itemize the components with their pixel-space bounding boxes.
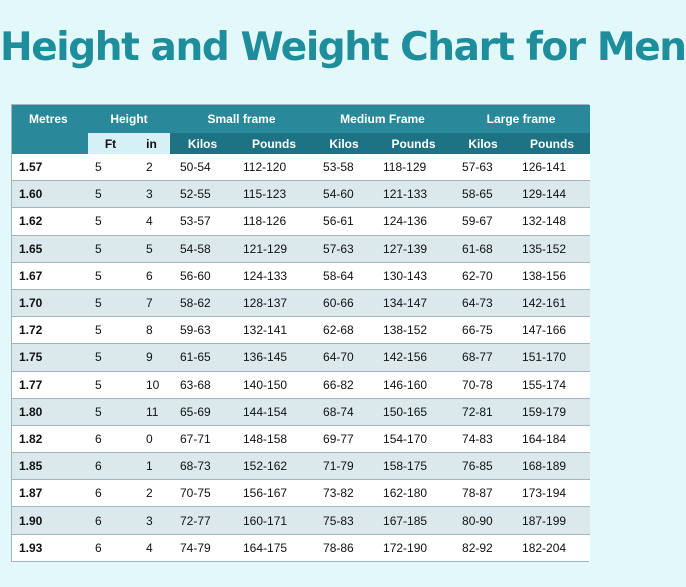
cell-medium-kilos: 66-82 bbox=[313, 371, 375, 398]
cell-medium-pounds: 142-156 bbox=[375, 344, 452, 371]
header-small-kilos: Kilos bbox=[170, 133, 235, 154]
cell-ft: 5 bbox=[88, 344, 133, 371]
table-row bbox=[12, 289, 590, 316]
cell-small-pounds: 136-145 bbox=[235, 344, 313, 371]
cell-metres: 1.87 bbox=[12, 480, 88, 507]
cell-large-pounds: 173-194 bbox=[514, 480, 590, 507]
cell-medium-pounds: 121-133 bbox=[375, 181, 452, 208]
cell-ft: 6 bbox=[88, 480, 133, 507]
cell-ft: 6 bbox=[88, 425, 133, 452]
cell-ft: 5 bbox=[88, 289, 133, 316]
cell-medium-kilos: 75-83 bbox=[313, 507, 375, 534]
cell-large-pounds: 168-189 bbox=[514, 453, 590, 480]
cell-in: 0 bbox=[133, 425, 170, 452]
cell-large-kilos: 59-67 bbox=[452, 208, 514, 235]
cell-ft: 5 bbox=[88, 398, 133, 425]
cell-ft: 5 bbox=[88, 181, 133, 208]
table-row bbox=[12, 453, 590, 480]
table-row bbox=[12, 317, 590, 344]
cell-ft: 5 bbox=[88, 371, 133, 398]
table-row bbox=[12, 262, 590, 289]
cell-medium-kilos: 64-70 bbox=[313, 344, 375, 371]
header-small-frame: Small frame bbox=[170, 105, 313, 133]
cell-medium-pounds: 162-180 bbox=[375, 480, 452, 507]
cell-medium-kilos: 68-74 bbox=[313, 398, 375, 425]
cell-ft: 5 bbox=[88, 317, 133, 344]
table-row bbox=[12, 534, 590, 561]
cell-large-kilos: 70-78 bbox=[452, 371, 514, 398]
cell-medium-kilos: 60-66 bbox=[313, 289, 375, 316]
cell-small-kilos: 68-73 bbox=[170, 453, 235, 480]
cell-large-kilos: 61-68 bbox=[452, 235, 514, 262]
cell-medium-pounds: 118-129 bbox=[375, 154, 452, 181]
cell-large-kilos: 66-75 bbox=[452, 317, 514, 344]
cell-metres: 1.67 bbox=[12, 262, 88, 289]
cell-large-kilos: 78-87 bbox=[452, 480, 514, 507]
cell-small-pounds: 164-175 bbox=[235, 534, 313, 561]
cell-small-kilos: 52-55 bbox=[170, 181, 235, 208]
cell-large-kilos: 72-81 bbox=[452, 398, 514, 425]
cell-metres: 1.80 bbox=[12, 398, 88, 425]
cell-medium-pounds: 146-160 bbox=[375, 371, 452, 398]
cell-metres: 1.85 bbox=[12, 453, 88, 480]
cell-medium-pounds: 138-152 bbox=[375, 317, 452, 344]
header-medium-frame: Medium Frame bbox=[313, 105, 452, 133]
cell-medium-pounds: 134-147 bbox=[375, 289, 452, 316]
cell-small-kilos: 56-60 bbox=[170, 262, 235, 289]
cell-metres: 1.57 bbox=[12, 154, 88, 181]
cell-medium-kilos: 69-77 bbox=[313, 425, 375, 452]
cell-large-pounds: 142-161 bbox=[514, 289, 590, 316]
cell-large-kilos: 57-63 bbox=[452, 154, 514, 181]
cell-small-pounds: 160-171 bbox=[235, 507, 313, 534]
cell-small-kilos: 70-75 bbox=[170, 480, 235, 507]
cell-large-pounds: 132-148 bbox=[514, 208, 590, 235]
cell-small-kilos: 67-71 bbox=[170, 425, 235, 452]
cell-large-pounds: 155-174 bbox=[514, 371, 590, 398]
cell-metres: 1.77 bbox=[12, 371, 88, 398]
table-row bbox=[12, 480, 590, 507]
cell-in: 3 bbox=[133, 507, 170, 534]
cell-metres: 1.65 bbox=[12, 235, 88, 262]
height-weight-table bbox=[12, 105, 590, 561]
table-body bbox=[12, 154, 590, 561]
header-large-frame: Large frame bbox=[452, 105, 590, 133]
cell-in: 8 bbox=[133, 317, 170, 344]
cell-small-kilos: 63-68 bbox=[170, 371, 235, 398]
cell-large-kilos: 76-85 bbox=[452, 453, 514, 480]
header-medium-kilos: Kilos bbox=[313, 133, 375, 154]
cell-small-kilos: 54-58 bbox=[170, 235, 235, 262]
cell-large-pounds: 138-156 bbox=[514, 262, 590, 289]
cell-medium-kilos: 73-82 bbox=[313, 480, 375, 507]
cell-in: 2 bbox=[133, 154, 170, 181]
table-row bbox=[12, 425, 590, 452]
cell-ft: 5 bbox=[88, 235, 133, 262]
cell-in: 7 bbox=[133, 289, 170, 316]
height-weight-table-container bbox=[11, 104, 589, 562]
header-large-kilos: Kilos bbox=[452, 133, 514, 154]
cell-small-kilos: 50-54 bbox=[170, 154, 235, 181]
cell-medium-pounds: 158-175 bbox=[375, 453, 452, 480]
cell-ft: 6 bbox=[88, 507, 133, 534]
cell-metres: 1.70 bbox=[12, 289, 88, 316]
page-title: Height and Weight Chart for Men bbox=[0, 25, 686, 70]
cell-metres: 1.82 bbox=[12, 425, 88, 452]
cell-in: 6 bbox=[133, 262, 170, 289]
cell-in: 4 bbox=[133, 534, 170, 561]
cell-metres: 1.72 bbox=[12, 317, 88, 344]
table-row bbox=[12, 181, 590, 208]
cell-medium-pounds: 150-165 bbox=[375, 398, 452, 425]
cell-small-pounds: 140-150 bbox=[235, 371, 313, 398]
cell-small-kilos: 65-69 bbox=[170, 398, 235, 425]
cell-medium-pounds: 124-136 bbox=[375, 208, 452, 235]
cell-in: 2 bbox=[133, 480, 170, 507]
cell-in: 9 bbox=[133, 344, 170, 371]
cell-large-pounds: 151-170 bbox=[514, 344, 590, 371]
cell-medium-pounds: 172-190 bbox=[375, 534, 452, 561]
cell-medium-kilos: 53-58 bbox=[313, 154, 375, 181]
cell-small-kilos: 58-62 bbox=[170, 289, 235, 316]
cell-large-pounds: 182-204 bbox=[514, 534, 590, 561]
cell-large-pounds: 164-184 bbox=[514, 425, 590, 452]
table-row bbox=[12, 344, 590, 371]
cell-small-kilos: 53-57 bbox=[170, 208, 235, 235]
cell-medium-kilos: 57-63 bbox=[313, 235, 375, 262]
cell-small-pounds: 132-141 bbox=[235, 317, 313, 344]
cell-in: 5 bbox=[133, 235, 170, 262]
cell-large-pounds: 147-166 bbox=[514, 317, 590, 344]
cell-metres: 1.93 bbox=[12, 534, 88, 561]
cell-medium-kilos: 54-60 bbox=[313, 181, 375, 208]
cell-ft: 5 bbox=[88, 154, 133, 181]
cell-medium-kilos: 58-64 bbox=[313, 262, 375, 289]
cell-large-kilos: 74-83 bbox=[452, 425, 514, 452]
table-row bbox=[12, 507, 590, 534]
header-medium-pounds: Pounds bbox=[375, 133, 452, 154]
cell-small-kilos: 72-77 bbox=[170, 507, 235, 534]
cell-large-pounds: 126-141 bbox=[514, 154, 590, 181]
cell-large-pounds: 187-199 bbox=[514, 507, 590, 534]
cell-small-pounds: 156-167 bbox=[235, 480, 313, 507]
cell-large-kilos: 62-70 bbox=[452, 262, 514, 289]
cell-small-kilos: 59-63 bbox=[170, 317, 235, 344]
cell-small-pounds: 152-162 bbox=[235, 453, 313, 480]
cell-small-pounds: 115-123 bbox=[235, 181, 313, 208]
cell-in: 1 bbox=[133, 453, 170, 480]
cell-medium-pounds: 167-185 bbox=[375, 507, 452, 534]
cell-metres: 1.75 bbox=[12, 344, 88, 371]
cell-small-pounds: 121-129 bbox=[235, 235, 313, 262]
header-ft: Ft bbox=[88, 133, 133, 154]
header-small-pounds: Pounds bbox=[235, 133, 313, 154]
cell-large-pounds: 159-179 bbox=[514, 398, 590, 425]
cell-ft: 5 bbox=[88, 262, 133, 289]
cell-large-pounds: 135-152 bbox=[514, 235, 590, 262]
cell-in: 10 bbox=[133, 371, 170, 398]
table-row bbox=[12, 371, 590, 398]
cell-medium-kilos: 78-86 bbox=[313, 534, 375, 561]
table-row bbox=[12, 208, 590, 235]
cell-small-pounds: 118-126 bbox=[235, 208, 313, 235]
cell-large-kilos: 80-90 bbox=[452, 507, 514, 534]
cell-ft: 6 bbox=[88, 534, 133, 561]
cell-medium-kilos: 62-68 bbox=[313, 317, 375, 344]
cell-large-kilos: 64-73 bbox=[452, 289, 514, 316]
header-in: in bbox=[133, 133, 170, 154]
cell-medium-pounds: 127-139 bbox=[375, 235, 452, 262]
cell-metres: 1.60 bbox=[12, 181, 88, 208]
cell-medium-pounds: 130-143 bbox=[375, 262, 452, 289]
cell-large-pounds: 129-144 bbox=[514, 181, 590, 208]
cell-ft: 5 bbox=[88, 208, 133, 235]
cell-large-kilos: 68-77 bbox=[452, 344, 514, 371]
cell-metres: 1.62 bbox=[12, 208, 88, 235]
cell-medium-pounds: 154-170 bbox=[375, 425, 452, 452]
cell-small-pounds: 148-158 bbox=[235, 425, 313, 452]
header-height: Height bbox=[88, 105, 170, 133]
cell-small-pounds: 144-154 bbox=[235, 398, 313, 425]
cell-small-kilos: 74-79 bbox=[170, 534, 235, 561]
cell-ft: 6 bbox=[88, 453, 133, 480]
header-large-pounds: Pounds bbox=[514, 133, 590, 154]
cell-small-pounds: 124-133 bbox=[235, 262, 313, 289]
cell-medium-kilos: 71-79 bbox=[313, 453, 375, 480]
cell-small-pounds: 112-120 bbox=[235, 154, 313, 181]
table-row bbox=[12, 235, 590, 262]
cell-metres: 1.90 bbox=[12, 507, 88, 534]
cell-large-kilos: 58-65 bbox=[452, 181, 514, 208]
cell-in: 11 bbox=[133, 398, 170, 425]
cell-medium-kilos: 56-61 bbox=[313, 208, 375, 235]
table-row bbox=[12, 154, 590, 181]
cell-in: 3 bbox=[133, 181, 170, 208]
cell-large-kilos: 82-92 bbox=[452, 534, 514, 561]
cell-small-kilos: 61-65 bbox=[170, 344, 235, 371]
header-metres: Metres bbox=[12, 105, 88, 154]
table-row bbox=[12, 398, 590, 425]
cell-in: 4 bbox=[133, 208, 170, 235]
cell-small-pounds: 128-137 bbox=[235, 289, 313, 316]
